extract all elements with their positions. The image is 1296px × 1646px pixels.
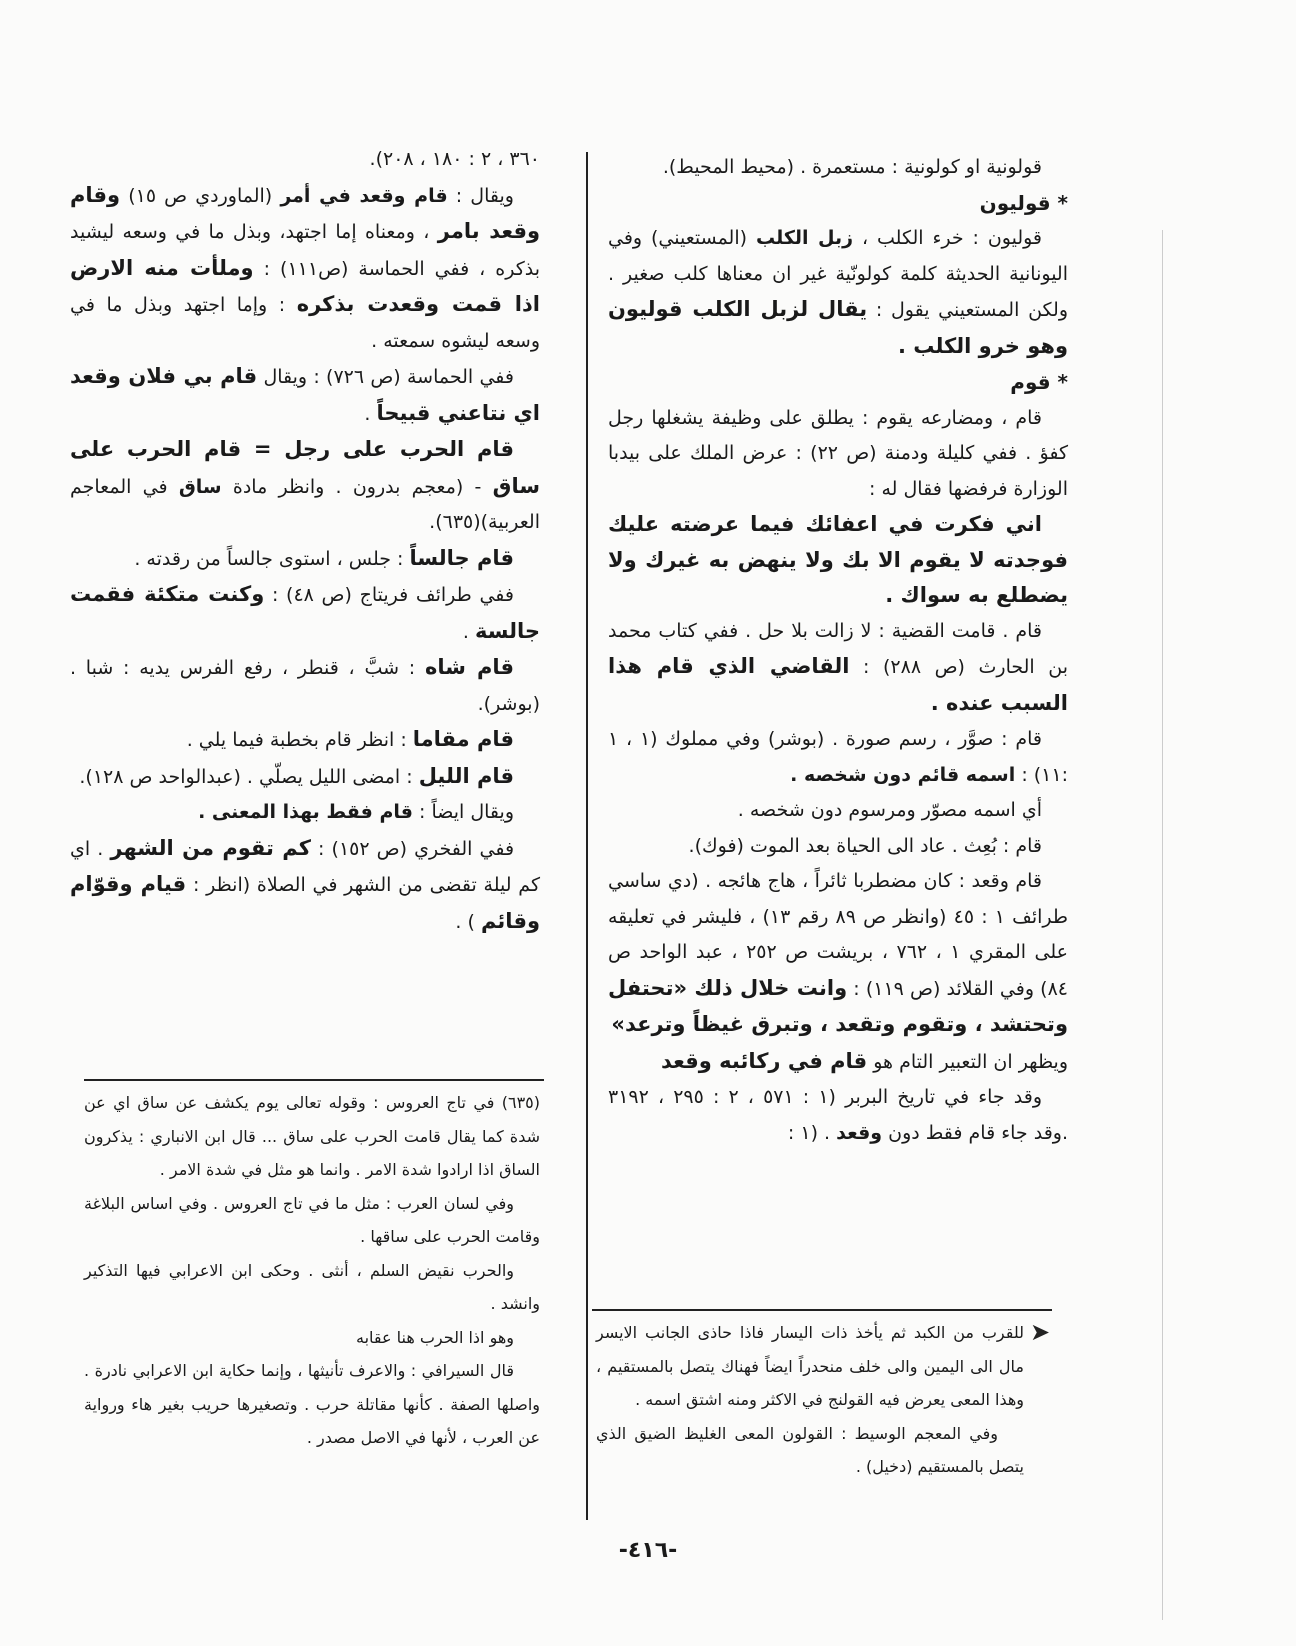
footnote-rule-left	[84, 1079, 544, 1081]
paragraph: قام الليل : امضى الليل يصلّي . (عبدالواحد ص ١٢٨).	[79, 763, 514, 788]
paragraph: قام وقعد : كان مضطربا ثائراً ، هاج هائجه . (دي ساسي طرائف ١ : ٤٥ (وانظر ص ٨٩ رقم ١٣) ، فليشر في تعليقه على المقري ١ ، ٧٦٢ ، بريشت ص ٢٥٢ ، عبد الواحد ص ٨٤) وفي القلائد (ص ١١٩) : وانت خلال ذلك «تحتفل وتحتشد ، وتقوم وتقعد ، وتبرق غيظاً وترعد»	[608, 870, 1068, 1036]
paragraph: قام مقاما : انظر قام بخطبة فيما يلي .	[186, 727, 514, 751]
footnote-paragraph: وفي لسان العرب : مثل ما في تاج العروس . وفي اساس البلاغة وقامت الحرب على ساقها .	[84, 1193, 540, 1246]
paragraph: قام : بُعِث . عاد الى الحياة بعد الموت (فوك).	[688, 834, 1042, 857]
paragraph: ٣٦٠ ، ٢ : ١٨٠ ، ٢٠٨).	[369, 148, 540, 170]
paragraph: قام ، ومضارعه يقوم : يطلق على وظيفة يشغلها رجل كفؤ . ففي كليلة ودمنة (ص ٢٢) : عرض الملك على بيدبا الوزارة فرفضها فقال له :	[608, 406, 1068, 500]
column-divider	[586, 152, 588, 1520]
footnote-right	[596, 1316, 1024, 1484]
left-column	[70, 142, 540, 940]
footnote-paragraph: (٦٣٥) في تاج العروس : وقوله تعالى يوم يكشف عن ساق اي عن شدة كما يقال قامت الحرب على ساق ... قال ابن الانباري : يذكرون الساق اذا ارادوا شدة الامر . وانما هو مثل في شدة الامر .	[84, 1093, 540, 1179]
paragraph: ويقال : قام وقعد في أمر (الماوردي ص ١٥) وقام وقعد بامر ، ومعناه إما اجتهد، وبذل ما في وسعه ليشيد بذكره ، ففي الحماسة (ص١١١) : وملأت منه الارض اذا قمت وقعدت بذكره : وإما اجتهد وبذل ما في وسعه ليشوه سمعته .	[70, 182, 541, 352]
quote-paragraph: اني فكرت في اعفائك فيما عرضته عليك فوجدته لا يقوم الا بك ولا ينهض به غيرك ولا يضطلع به سواك .	[608, 512, 1068, 607]
page-number: -٤١٦-	[618, 1538, 678, 1563]
footnote-verse: وهو اذا الحرب هنا عقابه	[355, 1327, 514, 1347]
paragraph: قام . قامت القضية : لا زالت بلا حل . ففي كتاب محمد بن الحارث (ص ٢٨٨) : القاضي الذي قام هذا السبب عنده .	[608, 619, 1069, 715]
paragraph: ففي الحماسة (ص ٧٢٦) : ويقال قام بي فلان وقعد اي نتاعني قبيحاً .	[70, 364, 540, 425]
paragraph: قام : صوَّر ، رسم صورة . (بوشر) وفي مملوك (١ ، ١ :١١) : اسمه قائم دون شخصه .	[608, 728, 1068, 786]
right-column	[608, 150, 1068, 1151]
footnote-paragraph: للقرب من الكبد ثم يأخذ ذات اليسار فاذا حاذى الجانب الايسر مال الى اليمين والى خلف منحدراً ايضاً فهناك يتصل بالمستقيم ، وهذا المعى يعرض فيه القولنج في الاكثر ومنه اشتق اسمه .	[596, 1323, 1024, 1409]
footnote-paragraph: قال السيرافي : والاعرف تأنيثها ، وإنما حكاية ابن الاعرابي نادرة . واصلها الصفة . كأنها مقاتلة حرب . وتصغيرها حريب بغير هاء ورواية عن العرب ، لأنها في الاصل مصدر .	[84, 1361, 540, 1447]
entry-heading: * قوم	[1010, 370, 1068, 394]
paragraph: قام الحرب على رجل = قام الحرب على ساق - (معجم بدرون . وانظر مادة ساق في المعاجم العربية)(٦٣٥).	[70, 437, 540, 533]
footnote-rule-right	[592, 1309, 1052, 1311]
scan-edge-line	[1162, 230, 1163, 1620]
paragraph: أي اسمه مصوّر ومرسوم دون شخصه .	[737, 799, 1042, 821]
footnote-left	[84, 1086, 540, 1455]
paragraph: قوليون : خرء الكلب ، زبل الكلب (المستعيني) وفي اليونانية الحديثة كلمة كولونّية غير ان معناها كلب صغير . ولكن المستعيني يقول : يقال لزبل الكلب قوليون وهو خرو الكلب .	[608, 227, 1068, 358]
entry-heading: * قوليون	[979, 190, 1068, 215]
paragraph: ويقال ايضاً : قام فقط بهذا المعنى .	[198, 801, 514, 823]
continuation-arrow-icon: ➤	[1030, 1318, 1051, 1346]
paragraph: ففي طرائف فريتاج (ص ٤٨) : وكنت متكئة فقمت جالسة .	[70, 582, 540, 643]
footnote-paragraph: وفي المعجم الوسيط : القولون المعى الغليظ الضيق الذي يتصل بالمستقيم (دخيل) .	[596, 1423, 1024, 1476]
paragraph: ففي الفخري (ص ١٥٢) : كم تقوم من الشهر . اي كم ليلة تقضى من الشهر في الصلاة (انظر : قيام وقوّام وقائم ) .	[70, 835, 540, 933]
paragraph: قام شاه : شبَّ ، قنطر ، رفع الفرس يديه : شبا . (بوشر).	[70, 655, 540, 715]
paragraph: ويظهر ان التعبير التام هو قام في ركائبه وقعد	[661, 1048, 1068, 1073]
paragraph: قام جالساً : جلس ، استوى جالساً من رقدته .	[134, 545, 514, 570]
paragraph: وقد جاء في تاريخ البربر (١ : ٥٧١ ، ٢ : ٢٩٥ ، ٣١٩٢ .وقد جاء قام فقط دون وقعد . (١ :	[608, 1086, 1068, 1144]
paragraph: قولونية او كولونية : مستعمرة . (محيط المحيط).	[662, 156, 1042, 178]
footnote-paragraph: والحرب نقيض السلم ، أنثى . وحكى ابن الاعرابي فيها التذكير وانشد .	[84, 1260, 540, 1313]
